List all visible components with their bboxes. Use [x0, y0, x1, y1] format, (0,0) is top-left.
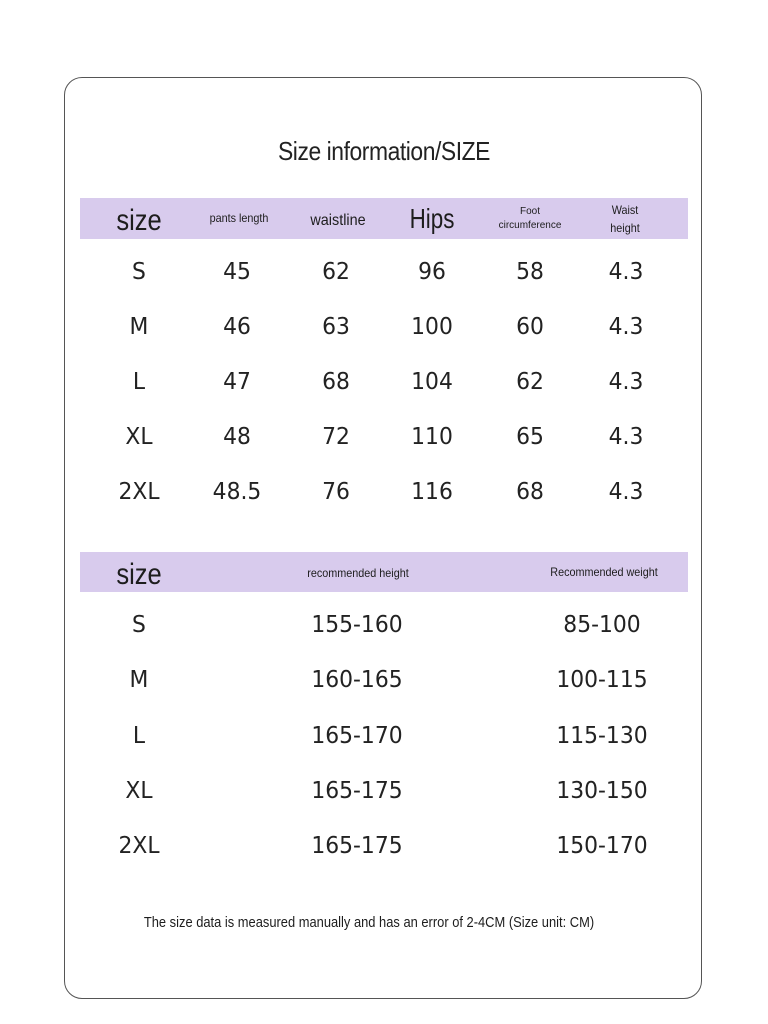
table1-cell: M [129, 314, 149, 340]
table1-cell: 62 [516, 369, 544, 395]
table1-cell: 4.3 [608, 314, 644, 340]
table1-cell: 96 [418, 259, 446, 285]
table1-cell: 76 [322, 479, 350, 505]
table1-cell: 2XL [118, 479, 160, 505]
table2-header-size: size [116, 558, 162, 591]
table1-cell: 116 [411, 479, 453, 505]
table1-header-hips: Hips [409, 203, 455, 234]
table2-header-recommended-height: recommended height [307, 566, 409, 580]
table2-cell: 100-115 [556, 667, 648, 693]
table1-header-waistline: waistline [310, 212, 366, 229]
table2-cell: 165-170 [311, 723, 403, 749]
table1-cell: L [132, 369, 146, 395]
table2-cell: 165-175 [311, 833, 403, 859]
table1-cell: 62 [322, 259, 350, 285]
table1-cell: 4.3 [608, 259, 644, 285]
table2-header-recommended-weight: Recommended weight [550, 565, 658, 579]
table2-cell: L [132, 723, 146, 749]
table1-cell: 60 [516, 314, 544, 340]
table2-cell: S [132, 612, 146, 638]
table1-cell: 68 [516, 479, 544, 505]
table1-cell: 48.5 [212, 479, 262, 505]
page-title: Size information/SIZE [277, 136, 491, 166]
table1-cell: 100 [411, 314, 453, 340]
table1-cell: 63 [322, 314, 350, 340]
table1-cell: 4.3 [608, 369, 644, 395]
table2-cell: M [129, 667, 149, 693]
table2-cell: 160-165 [311, 667, 403, 693]
table1-cell: 65 [516, 424, 544, 450]
table1-cell: S [132, 259, 146, 285]
table1-cell: 45 [223, 259, 251, 285]
table1-header-waist-height-line1: Waist [611, 203, 639, 217]
table2-cell: 115-130 [556, 723, 648, 749]
table1-cell: 104 [411, 369, 453, 395]
table2-cell: 165-175 [311, 778, 403, 804]
table2-cell: 2XL [118, 833, 160, 859]
table1-cell: 48 [223, 424, 251, 450]
table1-header-foot-circumference-line1: Foot [519, 206, 540, 217]
measurement-note: The size data is measured manually and has an error of 2-4CM (Size unit: CM) [143, 914, 595, 931]
table1-header-waist-height-line2: height [610, 221, 640, 235]
table1-cell: 4.3 [608, 479, 644, 505]
table1-cell: 72 [322, 424, 350, 450]
table2-cell: 155-160 [311, 612, 403, 638]
table1-cell: XL [125, 424, 153, 450]
table1-header-size: size [116, 204, 162, 237]
table1-cell: 58 [516, 259, 544, 285]
table1-cell: 4.3 [608, 424, 644, 450]
table2-cell: 130-150 [556, 778, 648, 804]
table1-header-foot-circumference-line2: circumference [498, 220, 562, 231]
table2-cell: 150-170 [556, 833, 648, 859]
table1-cell: 46 [223, 314, 251, 340]
table1-cell: 68 [322, 369, 350, 395]
table1-header-pants-length: pants length [209, 211, 269, 225]
table1-cell: 47 [223, 369, 251, 395]
table1-cell: 110 [411, 424, 453, 450]
table2-cell: XL [125, 778, 153, 804]
table2-cell: 85-100 [563, 612, 641, 638]
